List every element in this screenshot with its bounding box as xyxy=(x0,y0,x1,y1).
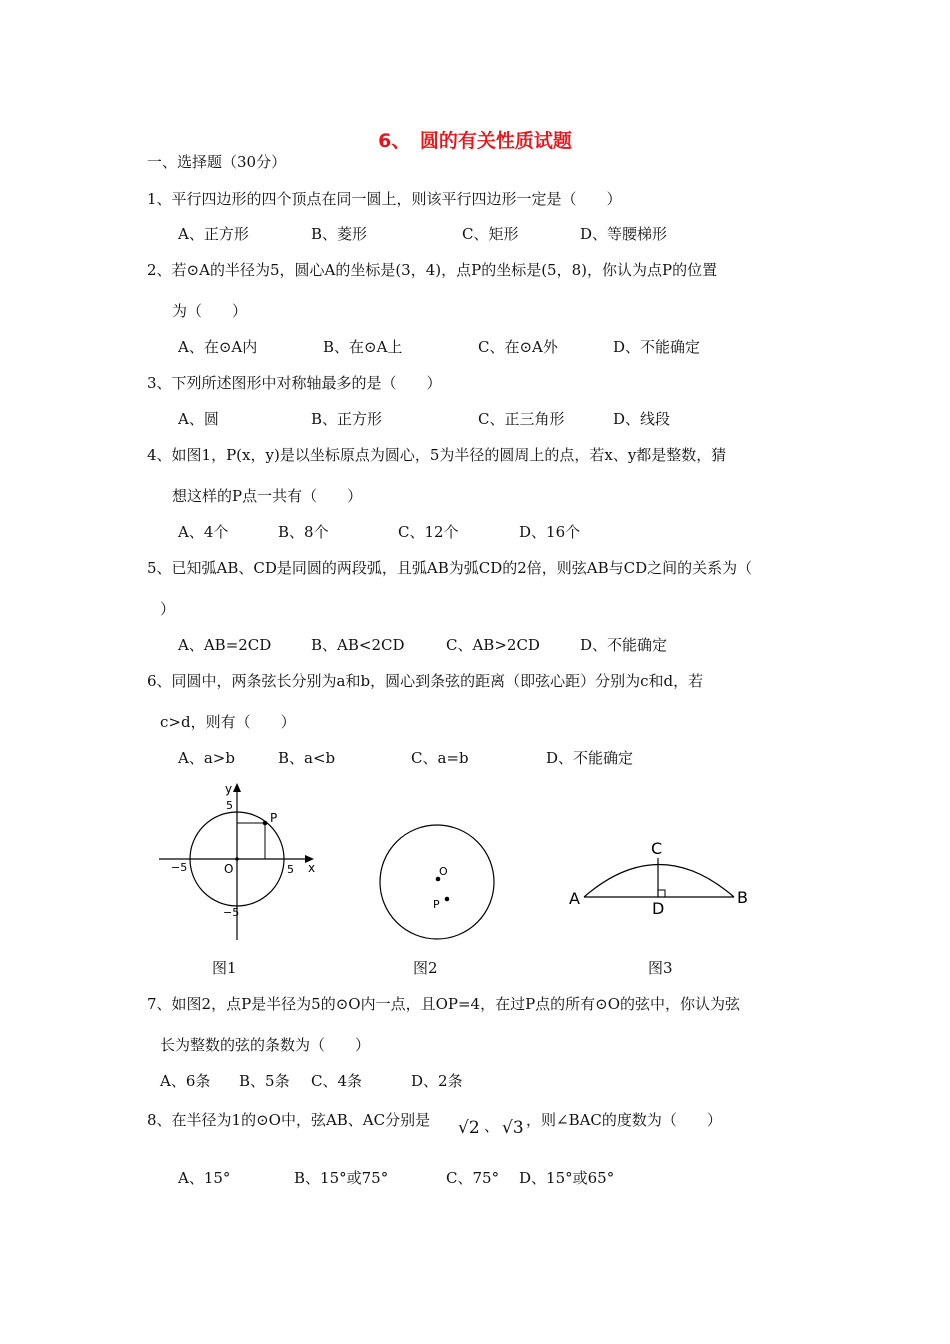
q2-option-b: B、在⊙A上 xyxy=(323,338,403,356)
fig3-c-label: C xyxy=(651,839,663,858)
q6-stem-line1: 6、同圆中，两条弦长分别为a和b，圆心到条弦的距离（即弦心距）分别为c和d，若 xyxy=(147,672,704,690)
q5-stem-line1: 5、已知弧AB、CD是同圆的两段弧，且弧AB为弧CD的2倍，则弦AB与CD之间的关系为（ xyxy=(147,559,753,577)
fig1-tick-top: 5 xyxy=(226,799,233,812)
section-heading: 一、选择题（30分） xyxy=(147,153,287,171)
q4-stem-line1: 4、如图1，P(x，y)是以坐标原点为圆心，5为半径的圆周上的点，若x、y都是整数，猜 xyxy=(147,446,727,464)
q7-option-b: B、5条 xyxy=(239,1072,290,1090)
q3-option-d: D、线段 xyxy=(613,410,671,428)
figure-1-caption: 图1 xyxy=(212,959,237,977)
q7-option-c: C、4条 xyxy=(311,1072,363,1090)
q8-option-d: D、15°或65° xyxy=(519,1169,615,1187)
q5-option-c: C、AB>2CD xyxy=(446,636,540,654)
page-title: 6、 圆的有关性质试题 xyxy=(378,130,572,152)
q6-option-a: A、a>b xyxy=(178,749,235,767)
fig1-tick-bottom: −5 xyxy=(223,906,240,919)
q6-option-c: C、a=b xyxy=(411,749,469,767)
figure-2-caption: 图2 xyxy=(413,959,438,977)
q2-option-a: A、在⊙A内 xyxy=(178,338,258,356)
q1-stem: 1、平行四边形的四个顶点在同一圆上，则该平行四边形一定是（ ） xyxy=(147,190,622,208)
q6-option-d: D、不能确定 xyxy=(546,749,634,767)
q1-option-d: D、等腰梯形 xyxy=(580,225,668,243)
q7-stem-line1: 7、如图2，点P是半径为5的⊙O内一点，且OP=4，在过P点的所有⊙O的弦中，你认为弦 xyxy=(147,995,741,1013)
fig3-a-label: A xyxy=(569,889,580,908)
q5-option-d: D、不能确定 xyxy=(580,636,668,654)
q3-option-a: A、圆 xyxy=(178,410,219,428)
q7-stem-line2: 长为整数的弦的条数为（ ） xyxy=(160,1036,371,1054)
figure-2 xyxy=(372,820,502,945)
q4-option-a: A、4个 xyxy=(178,523,229,541)
q3-option-c: C、正三角形 xyxy=(478,410,565,428)
figure-1 xyxy=(150,780,330,950)
q6-stem-line2: c>d，则有（ ） xyxy=(160,713,296,731)
q2-option-d: D、不能确定 xyxy=(613,338,701,356)
q7-option-d: D、2条 xyxy=(411,1072,463,1090)
q8-root-separator: 、 xyxy=(484,1117,500,1135)
fig1-tick-left: −5 xyxy=(171,861,188,874)
q2-stem-line1: 2、若⊙A的半径为5，圆心A的坐标是(3，4)，点P的坐标是(5，8)，你认为点P的位置 xyxy=(147,261,718,279)
q1-option-b: B、菱形 xyxy=(311,225,368,243)
q2-stem-line2: 为（ ） xyxy=(172,302,248,320)
q5-option-a: A、AB=2CD xyxy=(178,636,272,654)
fig1-p-label: P xyxy=(270,811,278,825)
q1-option-c: C、矩形 xyxy=(462,225,519,243)
q8-root-2: √2 xyxy=(458,1118,480,1138)
fig1-tick-right: 5 xyxy=(287,863,294,876)
fig3-b-label: B xyxy=(737,888,748,907)
fig2-o-label: O xyxy=(439,865,448,878)
fig1-o-label: O xyxy=(224,862,234,876)
q1-option-a: A、正方形 xyxy=(178,225,249,243)
figure-3-caption: 图3 xyxy=(648,959,673,977)
q3-stem: 3、下列所述图形中对称轴最多的是（ ） xyxy=(147,374,442,392)
q4-option-d: D、16个 xyxy=(519,523,581,541)
q8-root-3: √3 xyxy=(502,1118,524,1138)
q5-stem-line2: ） xyxy=(160,600,176,618)
figure-3 xyxy=(560,832,760,922)
q4-stem-line2: 想这样的P点一共有（ ） xyxy=(172,487,363,505)
fig1-x-label: x xyxy=(308,861,316,875)
q4-option-c: C、12个 xyxy=(398,523,459,541)
q8-option-c: C、75° xyxy=(446,1169,500,1187)
fig1-y-label: y xyxy=(225,782,233,796)
q8-option-a: A、15° xyxy=(178,1169,231,1187)
q2-option-c: C、在⊙A外 xyxy=(478,338,558,356)
q7-option-a: A、6条 xyxy=(160,1072,211,1090)
q3-option-b: B、正方形 xyxy=(311,410,383,428)
q8-stem-part1: 8、在半径为1的⊙O中，弦AB、AC分别是 xyxy=(147,1111,431,1129)
q8-stem-part2: ，则∠BAC的度数为（ ） xyxy=(526,1111,722,1129)
fig2-p-label: P xyxy=(433,898,440,911)
q4-option-b: B、8个 xyxy=(278,523,329,541)
q6-option-b: B、a<b xyxy=(278,749,336,767)
fig3-d-label: D xyxy=(652,899,665,918)
q8-option-b: B、15°或75° xyxy=(294,1169,389,1187)
q5-option-b: B、AB<2CD xyxy=(311,636,405,654)
